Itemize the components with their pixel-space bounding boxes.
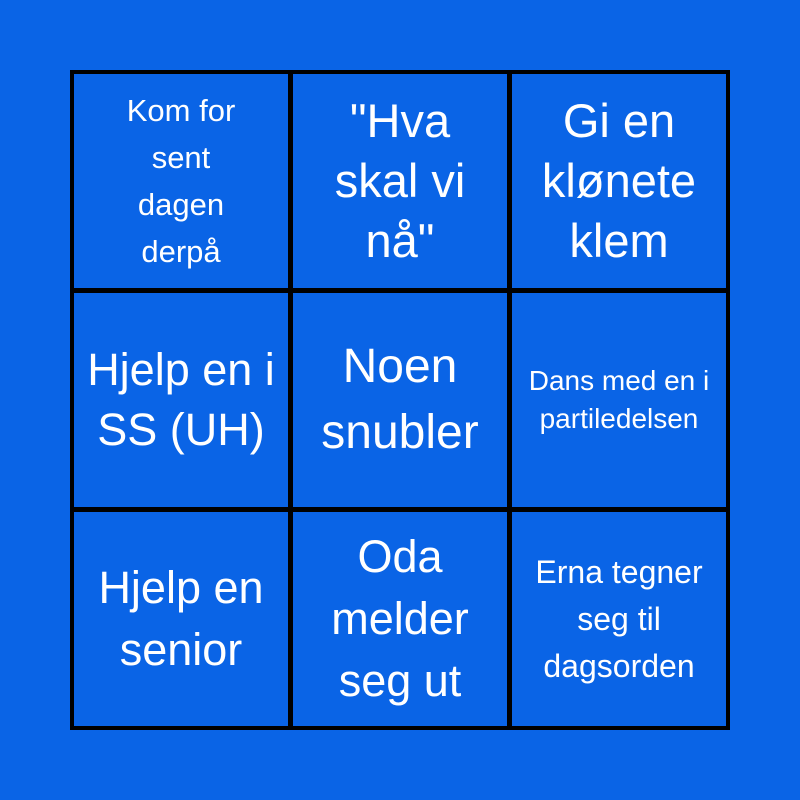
bingo-cell-9[interactable]	[512, 512, 726, 726]
bingo-cell-4[interactable]	[74, 293, 288, 507]
bingo-cell-text: Hjelp en i SS (UH)	[87, 344, 275, 455]
bingo-cell-text: Noen snubler	[321, 340, 479, 459]
bingo-cell-2[interactable]	[293, 74, 507, 288]
bingo-cell-8[interactable]	[293, 512, 507, 726]
bingo-board	[70, 70, 730, 730]
bingo-cell-text: Kom for sent dagen derpå	[126, 93, 236, 269]
bingo-cell-text: Erna tegner seg til dagsorden	[535, 553, 703, 684]
bingo-cell-1[interactable]	[74, 74, 288, 288]
bingo-cell-6[interactable]	[512, 293, 726, 507]
bingo-cell-3[interactable]	[512, 74, 726, 288]
bingo-cell-text: Oda melder seg ut	[331, 531, 469, 706]
bingo-cell-5[interactable]	[293, 293, 507, 507]
bingo-cell-7[interactable]	[74, 512, 288, 726]
bingo-cell-text: Hjelp en senior	[98, 562, 264, 675]
bingo-cell-text: Gi en klønete klem	[541, 94, 697, 267]
bingo-cell-text: Dans med en i partiledelsen	[528, 365, 710, 434]
bingo-cell-text: "Hva skal vi nå"	[334, 94, 466, 267]
